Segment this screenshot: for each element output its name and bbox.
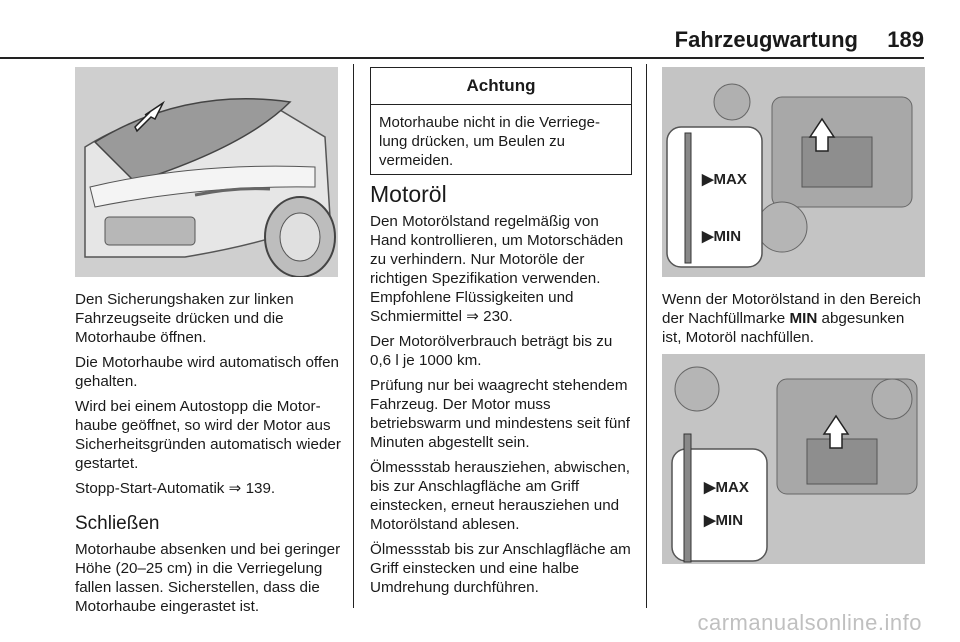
heading-closing: Schließen	[75, 513, 160, 534]
column-divider-2	[646, 64, 647, 608]
text-refill-b: abgesunken ist, Motoröl nachfüllen.	[662, 310, 905, 346]
engine-dipstick-illustration-2	[662, 354, 925, 564]
text-oil-consumption: Der Motorölverbrauch beträgt bis zu 0,6 l je 1000 km.	[370, 333, 613, 369]
text-close-hood: Motorhaube absenken und bei geringer Höhe (20–25 cm) in die Verriegelung fallen lassen. Sicherstellen, dass die Motorhaube eingerastet ist.	[75, 541, 341, 615]
text-refill-oil	[662, 290, 927, 347]
column-1	[75, 290, 345, 622]
text-held-open: Die Motorhaube wird automatisch offen gehalten.	[75, 354, 339, 390]
text-refill-a: Wenn der Motorölstand in den Bereich der Nachfüllmarke	[662, 291, 921, 327]
warning-box	[370, 67, 632, 175]
column-2	[370, 180, 635, 603]
text-stop-start-ref[interactable]: Stopp-Start-Automatik ⇒ 139.	[75, 480, 276, 497]
header-rule	[0, 57, 924, 59]
text-dipstick-insert: Ölmessstab bis zur Anschlagfläche am Griff einstecken und eine halbe Umdrehung durchführen.	[370, 541, 631, 596]
section-title: Fahrzeugwartung	[674, 27, 858, 52]
column-3	[662, 290, 927, 353]
dipstick-max-label-2: ▶MAX	[704, 479, 749, 496]
text-check-conditions: Prüfung nur bei waagrecht stehendem Fahrzeug. Der Motor muss betriebswarm und mindestens seit fünf Minuten abgestellt sein.	[370, 377, 631, 451]
warning-text: Motorhaube nicht in die Verriegelung drücken, um Beulen zu vermeiden.	[379, 114, 600, 169]
page-header	[0, 0, 960, 60]
text-open-hood: Den Sicherungshaken zur linken Fahrzeugseite drücken und die Motorhaube öffnen.	[75, 291, 294, 346]
warning-title: Achtung	[371, 68, 631, 105]
min-mark: MIN	[789, 310, 818, 327]
text-autostop: Wird bei einem Autostopp die Motorhaube geöffnet, so wird der Motor aus Sicherheitsgründen automatisch wieder gestartet.	[75, 398, 341, 472]
text-oil-check: Den Motorölstand regelmäßig von Hand kontrollieren, um Motorschäden zu verhindern. Nur Motoröle der richtigen Spezifikation verwenden. Empfohlene Flüssigkeiten und Schmiermittel ⇒ 230.	[370, 213, 624, 325]
text-dipstick-read: Ölmessstab herausziehen, abwischen, bis zur Anschlagfläche am Griff einstecken, erneut herausziehen und Motorölstand ablesen.	[370, 459, 631, 533]
column-divider-1	[353, 64, 354, 608]
watermark: carmanualsonline.info	[697, 610, 922, 635]
heading-engine-oil: Motoröl	[370, 181, 447, 207]
dipstick-min-label-2: ▶MIN	[704, 512, 744, 529]
bonnet-illustration	[75, 67, 338, 277]
dipstick-max-label: ▶MAX	[702, 171, 747, 188]
dipstick-min-label: ▶MIN	[702, 228, 742, 245]
engine-dipstick-illustration-1	[662, 67, 925, 277]
page-number: 189	[887, 27, 924, 52]
